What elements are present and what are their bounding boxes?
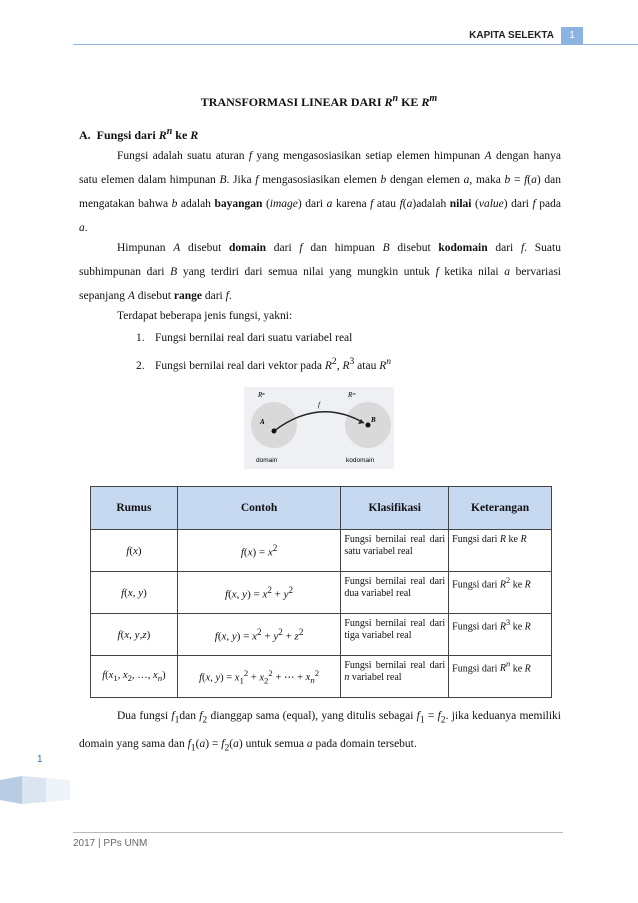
cell-contoh: f(x, $y) = x^2 + y^2 + z^2$ (177, 614, 341, 656)
header-rumus: Rumus (91, 487, 178, 530)
table-row (91, 656, 552, 698)
list-item (136, 332, 352, 344)
running-header-title: KAPITA SELEKTA (469, 30, 554, 41)
footer-rule (73, 832, 563, 833)
mapping-diagram (244, 387, 394, 469)
kodomain-space-label: Rᵐ (348, 391, 356, 399)
paragraph-equal-functions: Dua fungsi $f_1dan$ $f_2$ dianggap sama (equal), yang ditulis sebagai $f_1 = f_2$. jika keduanya memiliki domain yang sama dan $f_1(a) = f_2(a)$ untuk semua a pada domain tersebut. (79, 710, 561, 754)
header-klasifikasi: Klasifikasi (341, 487, 449, 530)
element-b-label: B (371, 416, 376, 424)
cell-rumus: f(x, y) (91, 572, 178, 614)
side-page-number: 1 (37, 754, 43, 765)
cell-klasifikasi: Fungsi bernilai real dari tiga variabel real (341, 614, 449, 656)
cell-keterangan: Fungsi dari $R^3$ ke R (449, 614, 552, 656)
function-label: f (318, 401, 320, 409)
function-mapping-figure (244, 387, 394, 469)
footer-text: 2017 | PPs UNM (73, 838, 148, 849)
cell-keterangan: Fungsi dari $R^2$ ke R (449, 572, 552, 614)
point-b (366, 423, 371, 428)
cell-contoh: f(x, $y) = x_1^2 + x_2^2$ + ⋯ + $x_n^2$ (177, 656, 341, 698)
table-row (91, 530, 552, 572)
cell-klasifikasi: Fungsi bernilai real dari satu variabel real (341, 530, 449, 572)
cell-contoh: $f(x) = x^2$ (177, 530, 341, 572)
function-classification-table (90, 486, 552, 698)
intro-list-text: Terdapat beberapa jenis fungsi, yakni: (117, 310, 293, 322)
header-keterangan: Keterangan (449, 487, 552, 530)
kodomain-caption: kodomain (346, 457, 375, 464)
header-contoh: Contoh (177, 487, 341, 530)
document-title: TRANSFORMASI LINEAR DARI $R^n$ KE $R^m$ (200, 93, 438, 109)
list-number: 1. (136, 332, 145, 344)
paragraph-domain: Himpunan A disebut domain dari f dan himpuan B disebut kodomain dari f. Suatu subhimpunan dari B yang terdiri dari semua nilai yang mungkin untuk f ketika nilai a bervariasi sepanjang A disebut range dari f. (79, 242, 561, 302)
cell-rumus: f(x) (91, 530, 178, 572)
point-a (272, 429, 277, 434)
list-text: Fungsi bernilai real dari suatu variabel real (155, 332, 353, 344)
domain-set-circle (251, 402, 297, 448)
cell-keterangan: Fungsi dari R ke R (449, 530, 552, 572)
cell-rumus: $f(x_1$, $x_2$, …, $x_n$) (91, 656, 178, 698)
domain-space-label: Rⁿ (258, 391, 265, 399)
table-row (91, 572, 552, 614)
table-row (91, 614, 552, 656)
cell-klasifikasi: Fungsi bernilai real dari dua variabel real (341, 572, 449, 614)
cell-klasifikasi: Fungsi bernilai real dari n variabel real (341, 656, 449, 698)
list-item: 2. Fungsi bernilai real dari vektor pada $R^2$, $R^3$ atau $R^n$ (136, 356, 392, 372)
domain-caption: domain (256, 457, 278, 464)
paragraph-definition: Fungsi adalah suatu aturan f yang mengasosiasikan setiap elemen himpunan A dengan hanya satu elemen dalam himpunan B. Jika f mengasosiasikan elemen b dengan elemen a, maka b = f(a) dan mengatakan bahwa b adalah bayangan (image) dari a karena f atau f(a)adalah nilai (value) dari f pada a. (79, 150, 561, 234)
header-page-number: 1 (561, 27, 583, 44)
cell-rumus: f(x, y,z) (91, 614, 178, 656)
header-rule (73, 44, 638, 45)
section-heading: A. Fungsi dari $R^n$ ke R (79, 126, 199, 142)
paragraph-intro-list (79, 304, 561, 328)
list-number: 2. (136, 359, 145, 372)
side-page-decoration (0, 768, 70, 808)
element-a-label: A (260, 418, 265, 426)
table-header-row (91, 487, 552, 530)
cell-contoh: f(x, $y) = x^2 + y^2$ (177, 572, 341, 614)
cell-keterangan: Fungsi dari $R^n$ ke R (449, 656, 552, 698)
